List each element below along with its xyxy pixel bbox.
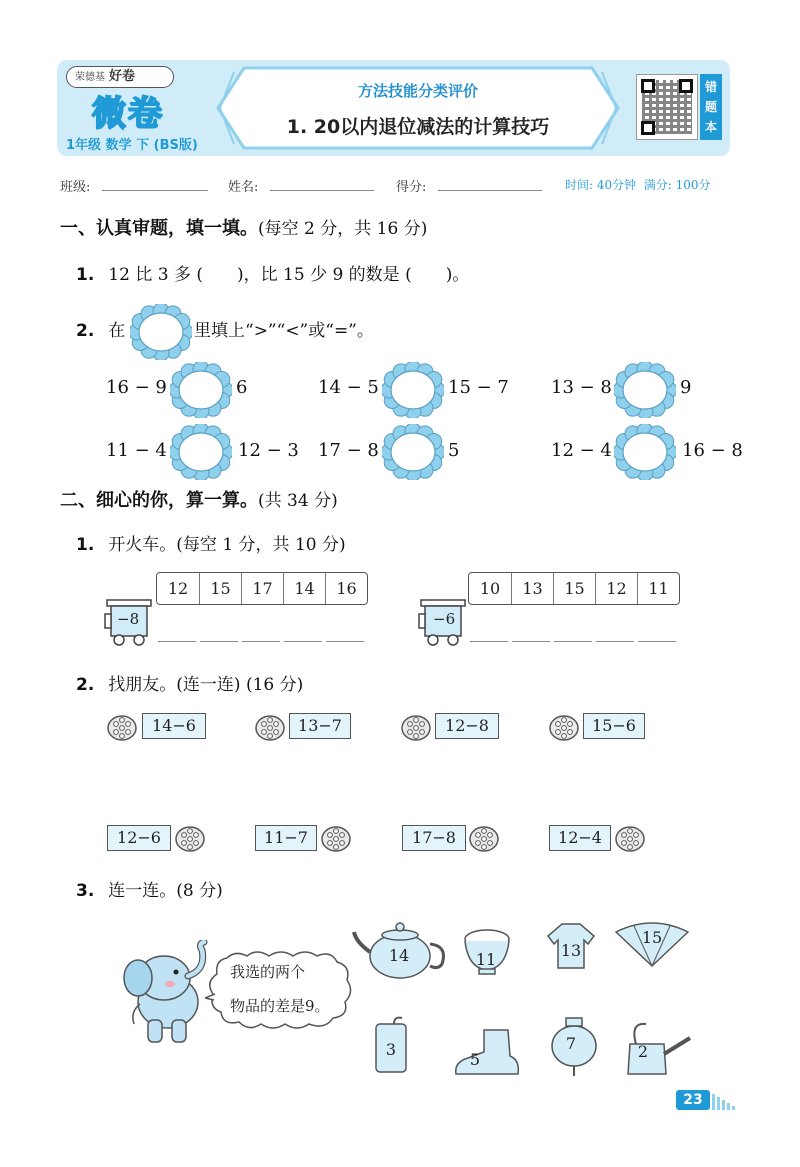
compare-left: 16 − 9: [106, 377, 167, 398]
train-car: 14: [283, 573, 325, 604]
grade-label: 1年级 数学 下 (BS版): [66, 138, 198, 153]
compare-right: 12 − 3: [238, 440, 299, 461]
section-2-note: (共 34 分): [258, 491, 338, 511]
question-number: 1.: [76, 265, 95, 285]
page-number: 23: [676, 1090, 710, 1110]
question-2-3: [76, 876, 223, 901]
question-1-1: [76, 260, 469, 285]
expression-card-top[interactable]: 12−8: [435, 713, 499, 739]
class-label: 班级:: [60, 180, 91, 195]
compare-left: 14 − 5: [318, 377, 379, 398]
name-label: 姓名:: [228, 180, 259, 195]
compare-blank-flower-icon[interactable]: [614, 424, 676, 480]
compare-left: 11 − 4: [106, 440, 167, 461]
train-car: 12: [167, 579, 189, 598]
expression-card-bottom[interactable]: 12−6: [107, 825, 171, 851]
score-label: 得分:: [396, 180, 427, 195]
train-car: 16: [325, 573, 367, 604]
lotus-root-icon: [614, 825, 646, 853]
compare-blank-flower-icon[interactable]: [170, 362, 232, 418]
item-value-teapot: 14: [388, 946, 410, 965]
question-number: 2.: [76, 321, 95, 341]
item-value-shoe: 5: [469, 1050, 481, 1069]
compare-blank-flower-icon[interactable]: [170, 424, 232, 480]
train-car: 13: [511, 573, 553, 604]
brand-hao: 好卷: [109, 69, 136, 84]
train-car: 17: [241, 573, 283, 604]
compare-blank-flower-icon[interactable]: [382, 424, 444, 480]
series-title: 微卷: [92, 94, 164, 134]
lotus-root-icon: [548, 714, 580, 742]
class-field[interactable]: [102, 190, 208, 191]
bubble-line-1: 我选的两个: [230, 963, 306, 981]
train-car: 11: [637, 573, 679, 604]
lotus-root-icon: [468, 825, 500, 853]
train-car: 15: [199, 573, 241, 604]
subtitle: 方法技能分类评价: [357, 82, 478, 100]
question-text: 开火车。(每空 1 分，共 10 分): [108, 535, 346, 555]
compare-left: 13 − 8: [551, 377, 612, 398]
tab-char: 本: [704, 120, 717, 134]
item-value-lantern: 7: [565, 1034, 577, 1053]
qr-code[interactable]: [636, 74, 698, 140]
section-1-note: (每空 2 分，共 16 分): [258, 219, 428, 239]
elephant-icon: [118, 940, 218, 1050]
compare-blank-flower-icon[interactable]: [614, 362, 676, 418]
item-value-rice-bowl: 11: [475, 950, 497, 969]
lotus-root-icon: [320, 825, 352, 853]
question-text: 连一连。(8 分): [108, 881, 223, 901]
question-text-post: 里填上“>”“<”或“=”。: [194, 321, 374, 341]
bubble-line-2: 物品的差是9。: [230, 997, 330, 1015]
compare-right: 9: [680, 377, 692, 398]
section-1-heading: [60, 214, 427, 240]
time-text: 时间: 40分钟: [565, 178, 637, 192]
expression-card-top[interactable]: 14−6: [142, 713, 206, 739]
answer-blanks[interactable]: [470, 640, 676, 642]
page-bars-icon: [712, 1092, 740, 1110]
expression-card-bottom[interactable]: 11−7: [255, 825, 317, 851]
lotus-root-icon: [254, 714, 286, 742]
lotus-root-icon: [106, 714, 138, 742]
answer-blanks[interactable]: [158, 640, 364, 642]
item-value-shirt: 13: [560, 941, 582, 960]
section-1-title: 一、认真审题，填一填。: [60, 218, 258, 239]
page-title: 1. 20以内退位减法的计算技巧: [286, 116, 550, 138]
question-text-pre: 在: [108, 321, 126, 341]
compare-right: 16 − 8: [682, 440, 743, 461]
train-cars: [156, 572, 368, 605]
question-text: 找朋友。(连一连) (16 分): [108, 675, 304, 695]
item-value-can: 3: [385, 1040, 397, 1059]
train-cars: [468, 572, 680, 605]
item-value-watering-can: 2: [637, 1042, 649, 1061]
full-score-text: 满分: 100分: [643, 178, 711, 192]
question-number: 1.: [76, 535, 95, 555]
expression-card-bottom[interactable]: 17−8: [402, 825, 466, 851]
question-2-1: [76, 530, 346, 555]
train-operation: −8: [117, 610, 140, 628]
flower-symbol-icon: [130, 304, 192, 360]
lotus-root-icon: [174, 825, 206, 853]
error-book-tab[interactable]: [700, 74, 722, 140]
tab-char: 错: [704, 80, 717, 94]
brand-logo: [66, 66, 174, 88]
tab-char: 题: [704, 100, 717, 114]
compare-left: 17 − 8: [318, 440, 379, 461]
compare-blank-flower-icon[interactable]: [382, 362, 444, 418]
score-field[interactable]: [438, 190, 542, 191]
compare-right: 5: [448, 440, 460, 461]
train-car: 10: [479, 579, 501, 598]
compare-right: 6: [236, 377, 248, 398]
expression-card-top[interactable]: 13−7: [289, 713, 351, 739]
question-1-2: [76, 316, 125, 341]
question-2-2: [76, 670, 303, 695]
compare-left: 12 − 4: [551, 440, 612, 461]
name-field[interactable]: [270, 190, 374, 191]
compare-right: 15 − 7: [448, 377, 509, 398]
item-value-fan: 15: [641, 928, 663, 947]
time-limit: [565, 176, 711, 193]
expression-card-top[interactable]: 15−6: [583, 713, 645, 739]
lotus-root-icon: [400, 714, 432, 742]
train-operation: −6: [433, 610, 456, 628]
question-number: 2.: [76, 675, 95, 695]
brand-name: 荣德基: [75, 72, 105, 83]
question-number: 3.: [76, 881, 95, 901]
question-text: 12 比 3 多 ( )，比 15 少 9 的数是 ( )。: [108, 265, 470, 285]
train-car: 15: [553, 573, 595, 604]
section-2-title: 二、细心的你，算一算。: [60, 490, 258, 511]
train-car: 12: [595, 573, 637, 604]
expression-card-bottom[interactable]: 12−4: [549, 825, 611, 851]
section-2-heading: [60, 486, 338, 512]
